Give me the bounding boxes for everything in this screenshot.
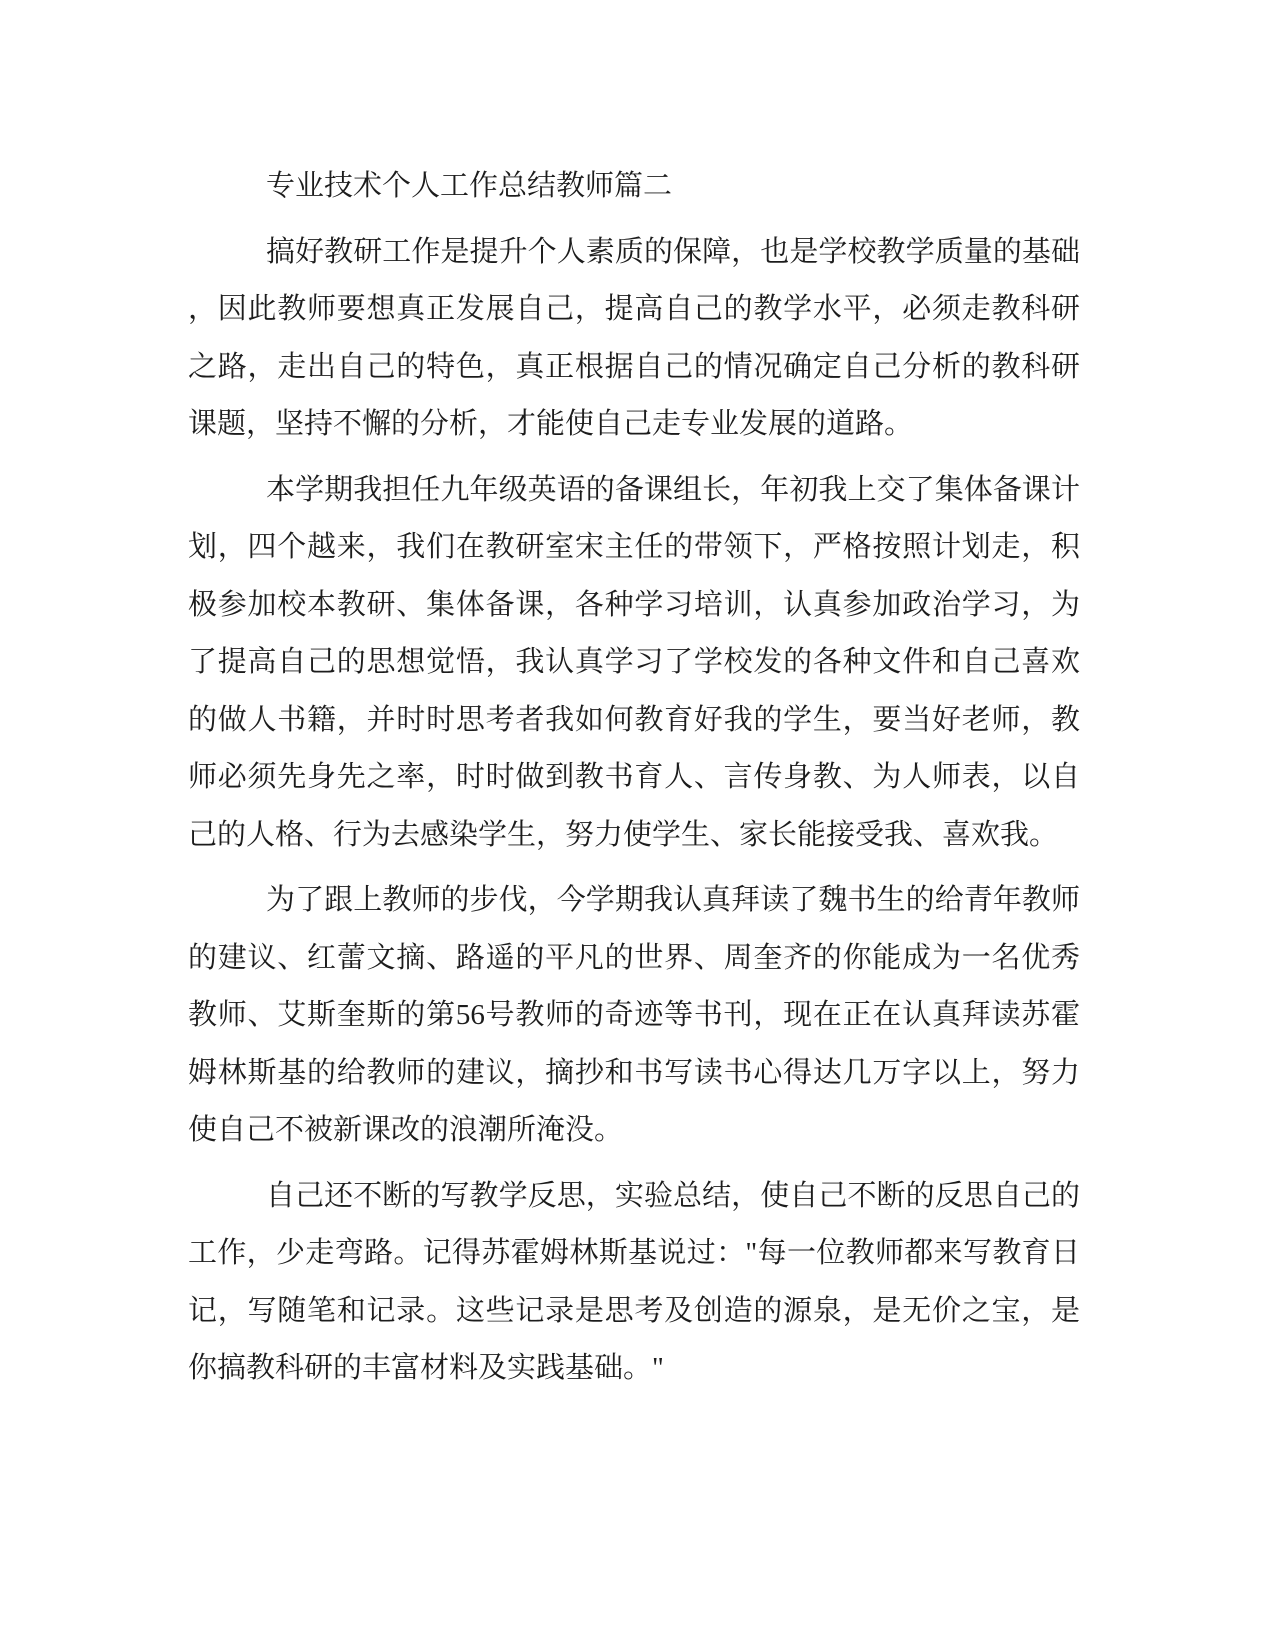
paragraph: 自己还不断的写教学反思，实验总结，使自己不断的反思自己的工作，少走弯路。记得苏霍姆林斯基说过："每一位教师都来写教育日记，写随笔和记录。这些记录是思考及创造的源泉，是无价之宝，是你搞教科研的丰富材料及实践基础。" xyxy=(188,1179,1080,1384)
paragraph: 搞好教研工作是提升个人素质的保障，也是学校教学质量的基础，因此教师要想真正发展自己，提高自己的教学水平，必须走教科研之路，走出自己的特色，真正根据自己的情况确定自己分析的教科研课题，坚持不懈的分析，才能使自己走专业发展的道路。 xyxy=(188,235,1080,440)
paragraph: 本学期我担任九年级英语的备课组长，年初我上交了集体备课计划，四个越来，我们在教研室宋主任的带领下，严格按照计划走，积极参加校本教研、集体备课，各种学习培训，认真参加政治学习，为了提高自己的思想觉悟，我认真学习了学校发的各种文件和自己喜欢的做人书籍，并时时思考者我如何教育好我的学生，要当好老师，教师必须先身先之率，时时做到教书育人、言传身教、为人师表，以自己的人格、行为去感染学生，努力使学生、家长能接受我、喜欢我。 xyxy=(188,473,1080,851)
paragraph: 为了跟上教师的步伐，今学期我认真拜读了魏书生的给青年教师的建议、红蕾文摘、路遥的平凡的世界、周奎齐的你能成为一名优秀教师、艾斯奎斯的第56号教师的奇迹等书刊，现在正在认真拜读苏霍姆林斯基的给教师的建议，摘抄和书写读书心得达几万字以上，努力使自己不被新课改的浪潮所淹没。 xyxy=(188,884,1080,1146)
document-title: 专业技术个人工作总结教师篇二 xyxy=(266,170,673,202)
document-body xyxy=(188,158,1080,1406)
